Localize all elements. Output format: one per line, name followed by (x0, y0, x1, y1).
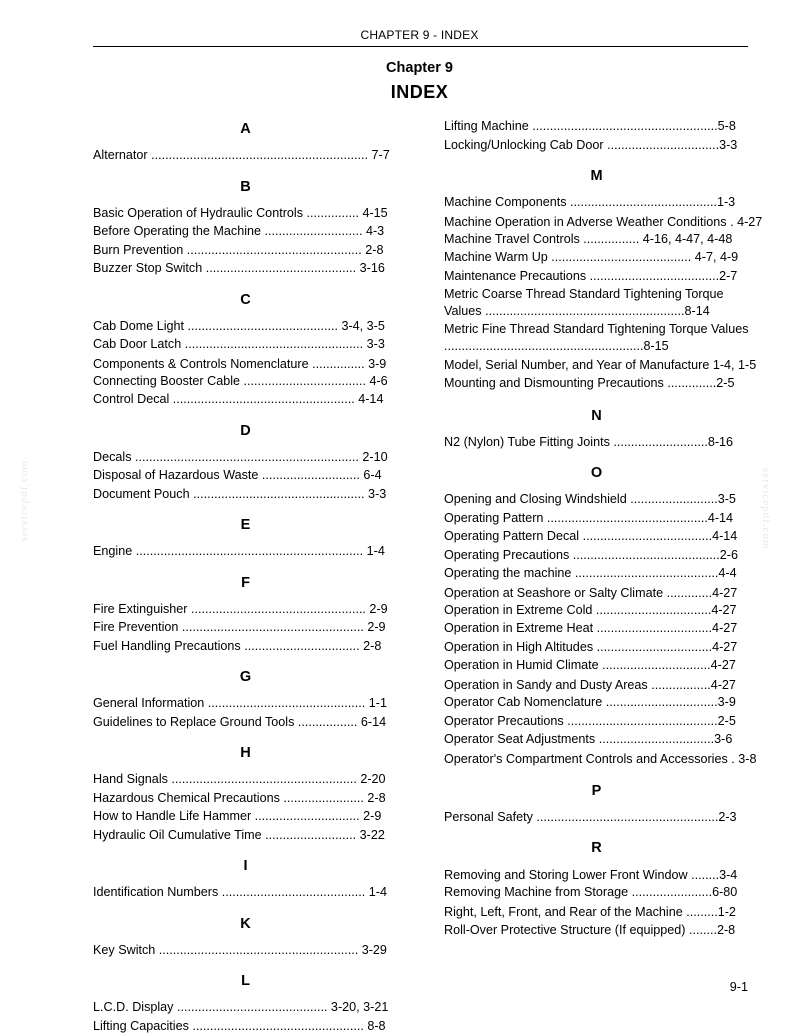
index-entry: Guidelines to Replace Ground Tools ................. 6-14 (93, 714, 387, 729)
index-entry: Operator Cab Nomenclature ................................3-9 (444, 695, 736, 710)
index-section (93, 972, 398, 1034)
watermark-left: servicepdf.com (18, 460, 30, 542)
index-entry: Maintenance Precautions .....................................2-7 (444, 268, 738, 283)
section-letter: A (240, 121, 251, 137)
index-entry: Basic Operation of Hydraulic Controls ............... 4-15 (93, 205, 388, 220)
index-entry: Personal Safety ....................................................2-3 (444, 809, 737, 824)
index-entry: Metric Coarse Thread Standard Tightening Torque Values .........................................................8-14 (444, 287, 724, 318)
index-entry: Key Switch ......................................................... 3-29 (93, 942, 387, 957)
index-entry: Operating Precautions ..........................................2-6 (444, 547, 738, 562)
index-section (444, 167, 763, 393)
index-entry: General Information ............................................. 1-1 (93, 696, 387, 711)
index-entry: Roll-Over Protective Structure (If equipped) ........2-8 (444, 923, 736, 938)
index-entry: Fire Extinguisher .................................................. 2-9 (93, 601, 388, 616)
index-section (93, 422, 398, 503)
section-letter: E (240, 517, 251, 534)
index-section (93, 574, 398, 655)
index-entry: How to Handle Life Hammer .............................. 2-9 (93, 809, 382, 824)
section-letter: N (591, 407, 602, 424)
index-section (444, 839, 749, 939)
index-entry: Operator's Compartment Controls and Accessories . 3-8 (444, 751, 757, 766)
section-letter: G (239, 669, 252, 686)
index-column-left (93, 118, 398, 1036)
index-entry: Operation in High Altitudes .................................4-27 (444, 639, 738, 654)
section-letter: D (240, 422, 251, 439)
index-entry: Operation at Seashore or Salty Climate .............4-27 (444, 585, 738, 600)
index-entry: Machine Travel Controls ................ 4-16, 4-47, 4-48 (444, 231, 733, 246)
index-entry: Fire Prevention .................................................... 2-9 (93, 620, 386, 635)
index-section (93, 178, 398, 277)
index-entry: L.C.D. Display ........................................... 3-20, 3-21 (93, 1000, 389, 1015)
index-entry: Operating the machine .........................................4-4 (444, 566, 737, 581)
index-entry: Burn Prevention .................................................. 2-8 (93, 242, 384, 257)
index-entry: Machine Components ..........................................1-3 (444, 195, 736, 209)
index-entry: Buzzer Stop Switch ........................................... 3-16 (93, 261, 385, 275)
index-entry: Model, Serial Number, and Year of Manufacture 1-4, 1-5 (444, 358, 757, 373)
section-letter: K (240, 915, 251, 932)
index-section (93, 915, 398, 959)
index-section (444, 464, 757, 768)
index-section (444, 118, 749, 153)
index-title: INDEX (390, 82, 449, 102)
index-section (93, 291, 398, 408)
index-section (444, 407, 749, 451)
index-entry: Operator Seat Adjustments .................................3-6 (444, 732, 733, 747)
section-letter: O (590, 465, 603, 482)
index-entry: Metric Fine Thread Standard Tightening Torque Values .........................................................8-15 (444, 322, 749, 353)
index-entry: Locking/Unlocking Cab Door ................................3-3 (444, 137, 738, 152)
index-entry: Operation in Humid Climate ...............................4-27 (444, 658, 736, 673)
index-entry: Control Decal .................................................... 4-14 (93, 392, 384, 407)
index-entry: Operating Pattern Decal .....................................4-14 (444, 529, 738, 544)
index-section (93, 120, 398, 164)
index-entry: Before Operating the Machine ............................ 4-3 (93, 224, 385, 238)
index-entry: Engine ................................................................. 1-4 (93, 544, 385, 559)
index-entry: Lifting Capacities ................................................. 8-8 (93, 1018, 386, 1033)
index-section (444, 782, 749, 826)
index-entry: Operation in Sandy and Dusty Areas .................4-27 (444, 677, 736, 692)
index-entry: Fuel Handling Precautions ................................. 2-8 (93, 638, 382, 653)
section-letter: F (241, 574, 250, 591)
index-entry: Opening and Closing Windshield .........................3-5 (444, 492, 736, 507)
index-entry: Operating Pattern ..............................................4-14 (444, 510, 734, 525)
index-entry: Cab Door Latch ................................................... 3-3 (93, 337, 385, 351)
index-entry: Disposal of Hazardous Waste ............................ 6-4 (93, 468, 382, 483)
index-entry: N2 (Nylon) Tube Fitting Joints ...........................8-16 (444, 434, 734, 449)
index-entry: Alternator .............................................................. 7-7 (93, 148, 390, 162)
index-entry: Removing Machine from Storage .......................6-80 (444, 885, 738, 900)
index-entry: Cab Dome Light ........................................... 3-4, 3-5 (93, 318, 385, 333)
section-letter: P (591, 782, 602, 799)
index-entry: Document Pouch ................................................. 3-3 (93, 486, 387, 501)
index-entry: Decals ................................................................ 2-10 (93, 449, 388, 464)
index-entry: Lifting Machine .....................................................5-8 (444, 119, 736, 133)
index-entry: Operation in Extreme Cold .................................4-27 (444, 602, 737, 617)
section-letter: L (241, 973, 250, 990)
index-entry: Components & Controls Nomenclature ............... 3-9 (93, 356, 387, 371)
index-entry: Hazardous Chemical Precautions ....................... 2-8 (93, 790, 386, 805)
watermark-right: servicepdf.com (760, 468, 772, 550)
section-letter: I (243, 858, 248, 875)
index-entry: Machine Warm Up ........................................ 4-7, 4-9 (444, 250, 739, 265)
chapter-title: Chapter 9 (386, 60, 453, 76)
index-section (93, 744, 398, 843)
index-entry: Removing and Storing Lower Front Window ........3-4 (444, 868, 738, 883)
index-entry: Operation in Extreme Heat .................................4-27 (444, 621, 738, 636)
index-section (93, 668, 398, 730)
index-entry: Mounting and Dismounting Precautions ..............2-5 (444, 376, 735, 391)
index-entry: Operator Precautions ...........................................2-5 (444, 713, 736, 728)
section-letter: C (240, 291, 251, 308)
index-entry: Right, Left, Front, and Rear of the Machine .........1-2 (444, 904, 736, 919)
index-section (93, 516, 398, 560)
index-entry: Hand Signals ..................................................... 2-20 (93, 772, 386, 787)
index-entry: Identification Numbers ......................................... 1-4 (93, 885, 387, 900)
index-entry: Hydraulic Oil Cumulative Time .......................... 3-22 (93, 827, 385, 842)
page-number: 9-1 (729, 980, 748, 994)
header-rule (93, 46, 748, 47)
section-letter: H (240, 745, 251, 762)
section-letter: B (240, 178, 251, 195)
index-entry: Connecting Booster Cable ................................... 4-6 (93, 373, 388, 388)
section-letter: R (591, 840, 602, 857)
index-column-right (444, 118, 763, 939)
section-letter: M (590, 168, 603, 184)
running-header: CHAPTER 9 - INDEX (360, 28, 479, 42)
index-entry: Machine Operation in Adverse Weather Conditions . 4-27 (444, 214, 763, 229)
index-section (93, 857, 398, 901)
